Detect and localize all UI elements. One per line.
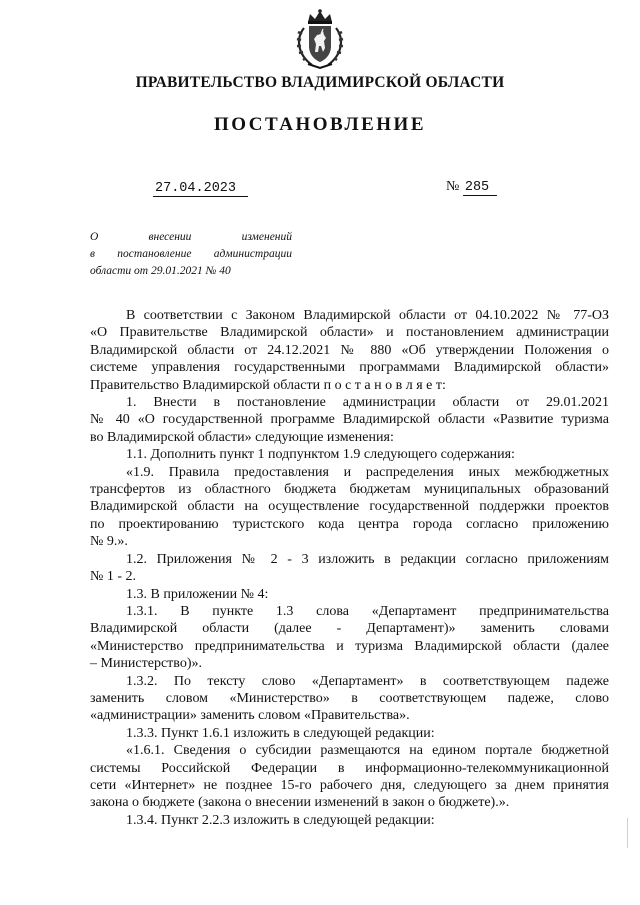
body-line: № 9.». (90, 534, 128, 550)
body-line: В соответствии с Законом Владимирской области от 04.10.2022 № 77-ОЗ (126, 308, 609, 323)
body-line: № 40 «О государственной программе Владимирской области «Развитие туризма (90, 412, 609, 428)
document-type-title: ПОСТАНОВЛЕНИЕ (213, 114, 427, 135)
body-line: Владимирской области (далее - Департамент)» заменить словами (90, 621, 609, 637)
number-sign: № (446, 179, 460, 194)
body-line: «1.6.1. Сведения о субсидии размещаются на едином портале бюджетной (126, 743, 609, 759)
body-line: системы Российской Федерации в информационно-телекоммуникационной (90, 760, 609, 776)
document-body (90, 307, 609, 829)
body-line: трансфертов из областного бюджета бюджетам муниципальных образований (90, 482, 609, 498)
body-line: Правительство Владимирской области п о с т а н о в л я е т: (90, 377, 446, 393)
document-number (446, 179, 497, 195)
body-line: 1.3.2. По тексту слово «Департамент» в соответствующем падеже (126, 673, 609, 689)
body-line: 1.3. В приложении № 4: (126, 586, 269, 602)
body-line: 1.3.4. Пункт 2.2.3 изложить в следующей редакции: (126, 812, 435, 828)
body-line: Владимирской области на осуществление государственной поддержки проектов (90, 499, 609, 515)
body-line: «1.9. Правила предоставления и распределения иных межбюджетных (126, 464, 609, 480)
body-line: сети «Интернет» не позднее 15-го рабочего дня, следующего за днем принятия (90, 777, 609, 793)
body-line: системе управления государственными программами Владимирской области» (90, 360, 609, 376)
subject-line: области от 29.01.2021 № 40 (90, 265, 231, 277)
government-name: ПРАВИТЕЛЬСТВО ВЛАДИМИРСКОЙ ОБЛАСТИ (135, 74, 505, 91)
body-line: 1.3.1. В пункте 1.3 слова «Департамент предпринимательства (126, 603, 609, 619)
body-line: Владимирской области от 24.12.2021 № 880 «Об утверждении Положения о (90, 342, 609, 358)
body-line: заменить словом «Министерство» в соответствующем падеже, слово (90, 690, 609, 706)
body-line: № 1 - 2. (90, 569, 137, 585)
body-line: по проектированию туристского кода центра города согласно приложению (90, 516, 609, 532)
document-subject (90, 229, 292, 280)
scan-margin-mark (627, 818, 628, 848)
body-line: 1.1. Дополнить пункт 1 подпунктом 1.9 следующего содержания: (126, 447, 515, 463)
body-line: «О Правительстве Владимирской области» и постановлением администрации (90, 325, 609, 341)
coat-of-arms-icon (290, 8, 350, 70)
body-line: во Владимирской области» следующие изменения: (90, 429, 394, 445)
subject-line: О внесении изменений (90, 231, 292, 243)
body-line: «администрации» заменить словом «Правительства». (90, 708, 410, 724)
body-line: – Министерство)». (90, 656, 202, 672)
body-line: «Министерство предпринимательства и туризма Владимирской области (далее (90, 638, 609, 654)
number-value: 285 (463, 180, 497, 196)
body-line: закона о бюджете (закона о внесении изменений в закон о бюджете).». (90, 795, 510, 811)
body-line: 1.3.3. Пункт 1.6.1 изложить в следующей редакции: (126, 725, 435, 741)
subject-line: в постановление администрации (90, 248, 292, 260)
body-line: 1. Внести в постановление администрации области от 29.01.2021 (126, 395, 609, 411)
body-line: 1.2. Приложения № 2 - 3 изложить в редакции согласно приложениям (126, 551, 609, 567)
document-date: 27.04.2023 (153, 181, 248, 197)
